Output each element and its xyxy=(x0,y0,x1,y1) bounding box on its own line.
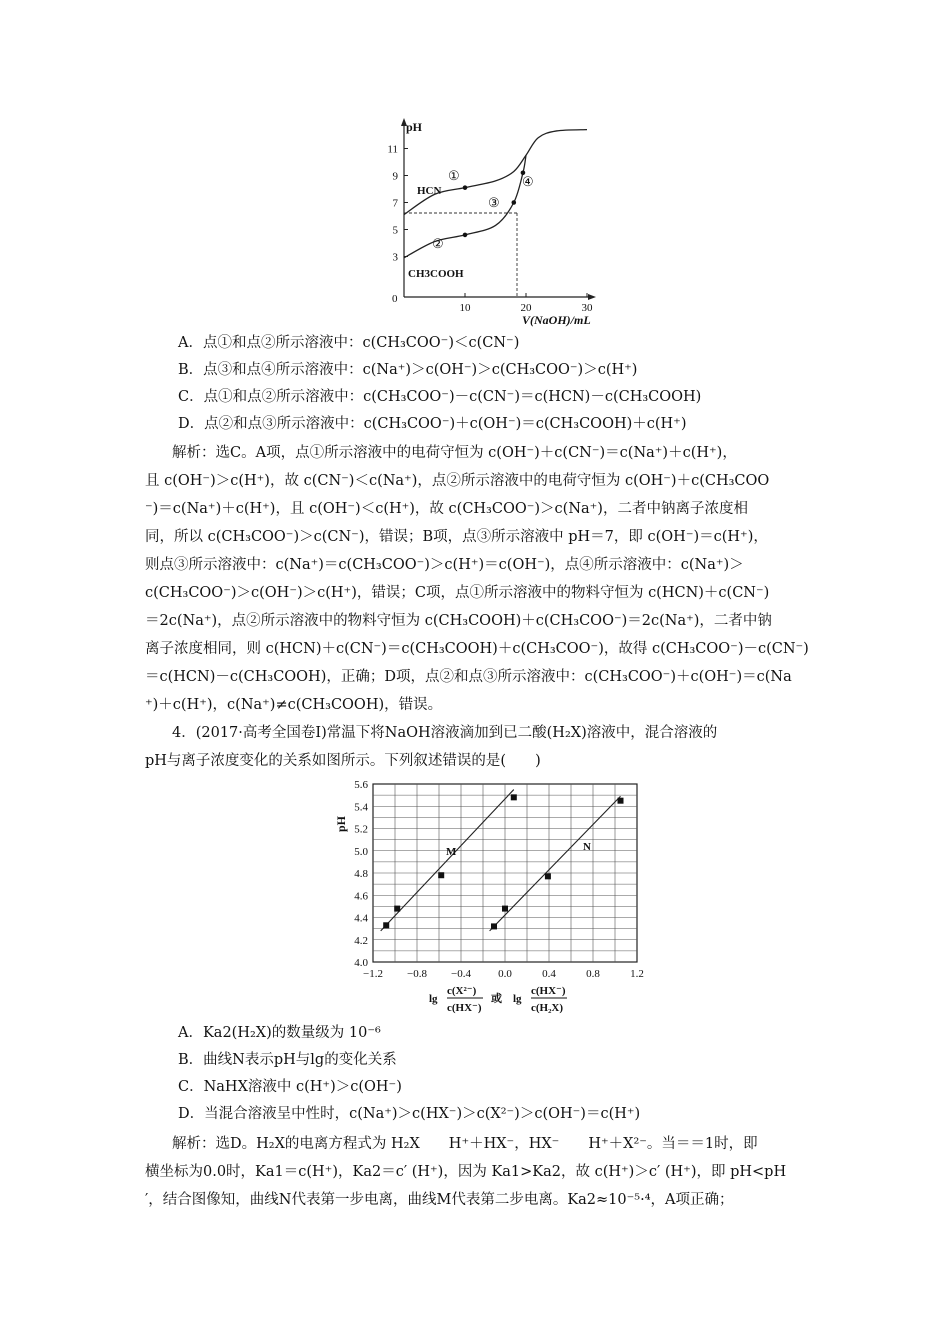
curve-m-label: M xyxy=(446,846,457,858)
q3-analysis-line: c(CH₃COO⁻)＞c(OH⁻)＞c(H⁺)，错误；C项，点①所示溶液中的物料守恒为 c(HCN)＋c(CN⁻) xyxy=(145,585,770,601)
point-3-label: ③ xyxy=(488,195,500,210)
series-m-line xyxy=(381,790,514,931)
y-tick-label: 5.4 xyxy=(354,801,368,814)
q4-option-b: B．曲线N表示pH与lg的变化关系 xyxy=(178,1052,397,1068)
y-tick-label: 5 xyxy=(392,224,398,237)
q3-analysis-line: ＝2c(Na⁺)，点②所示溶液中的物料守恒为 c(CH₃COOH)＋c(CH₃COO⁻)＝2c(Na⁺)，二者中钠 xyxy=(145,613,772,629)
q3-option-c: C．点①和点②所示溶液中：c(CH₃COO⁻)－c(CN⁻)＝c(HCN)－c(CH₃COOH) xyxy=(178,389,702,405)
series-ch3cooh-curve xyxy=(404,155,526,258)
q4-option-d: D．当混合溶液呈中性时，c(Na⁺)＞c(HX⁻)＞c(X²⁻)＞c(OH⁻)＝c(H⁺) xyxy=(178,1106,641,1122)
q4-analysis-line: ′，结合图像知，曲线N代表第一步电离，曲线M代表第二步电离。Ka2≈10⁻⁵·⁴，A项正确； xyxy=(145,1192,734,1208)
origin-label: 0 xyxy=(392,293,398,305)
series-m-point xyxy=(383,922,389,928)
or-text: 或 xyxy=(491,993,502,1005)
q3-analysis-line: 离子浓度相同，则 c(HCN)＋c(CN⁻)＝c(CH₃COOH)＋c(CH₃COO⁻)，故得 c(CH₃COO⁻)－c(CN⁻) xyxy=(145,641,809,657)
denominator-2: c(H₂X) xyxy=(531,1002,564,1014)
curve-n-label: N xyxy=(583,841,591,853)
numerator-2: c(HX⁻) xyxy=(531,985,566,997)
q3-option-b: B．点③和点④所示溶液中：c(Na⁺)＞c(OH⁻)＞c(CH₃COO⁻)＞c(H⁺) xyxy=(178,362,638,378)
q3-analysis-line: ⁻)＝c(Na⁺)＋c(H⁺)，且 c(OH⁻)＜c(H⁺)，故 c(CH₃COO⁻)＞c(Na⁺)，二者中钠离子浓度相 xyxy=(145,501,748,517)
point-2-label: ② xyxy=(432,236,444,251)
x-tick-label: −1.2 xyxy=(363,968,383,980)
x-tick-label: 30 xyxy=(581,302,593,314)
figure-1-titration-curve xyxy=(380,112,610,328)
hcn-label: HCN xyxy=(417,185,442,197)
q4-option-a: A．Ka2(H₂X)的数量级为 10⁻⁶ xyxy=(178,1025,381,1041)
y-tick-label: 7 xyxy=(392,197,398,210)
point-4-label: ④ xyxy=(522,174,534,189)
q4-analysis-line: 横坐标为0.0时，Ka1＝c(H⁺)，Ka2＝c′ (H⁺)，因为 Ka1>Ka2，故 c(H⁺)＞c′ (H⁺)，即 pH<pH xyxy=(145,1164,787,1180)
y-tick-label: 4.6 xyxy=(354,890,368,903)
marked-point-3 xyxy=(512,200,517,205)
y-tick-label: 5.2 xyxy=(354,823,368,836)
y-tick-label: 3 xyxy=(392,251,398,264)
y-axis-label: pH xyxy=(406,120,423,134)
x-tick-label: −0.4 xyxy=(451,968,471,980)
series-n-line xyxy=(490,796,621,931)
q3-analysis-line: 则点③所示溶液中：c(Na⁺)＝c(CH₃COO⁻)＞c(H⁺)＝c(OH⁻)，点④所示溶液中：c(Na⁺)＞ xyxy=(145,557,744,573)
q3-analysis-line: 且 c(OH⁻)＞c(H⁺)，故 c(CN⁻)＜c(Na⁺)，点②所示溶液中的电荷守恒为 c(OH⁻)＋c(CH₃COO xyxy=(145,473,770,489)
y-tick-label: 5.0 xyxy=(354,845,368,858)
series-m-point xyxy=(511,794,517,800)
series-m-point xyxy=(394,906,400,912)
lg-text: lg xyxy=(513,993,522,1005)
y-tick-label: 9 xyxy=(392,170,398,183)
q3-analysis-line: 同，所以 c(CH₃COO⁻)＞c(CN⁻)，错误；B项，点③所示溶液中 pH＝7，即 c(OH⁻)＝c(H⁺)， xyxy=(145,529,768,545)
series-n-point xyxy=(491,923,497,929)
x-tick-label: 0.8 xyxy=(586,968,600,980)
q3-option-a: A．点①和点②所示溶液中：c(CH₃COO⁻)＜c(CN⁻) xyxy=(178,335,520,351)
q4-analysis-line: 解析：选D。H₂X的电离方程式为 H₂X H⁺＋HX⁻，HX⁻ H⁺＋X²⁻。当＝＝1时，即 xyxy=(172,1136,758,1152)
point-1-label: ① xyxy=(448,168,460,183)
x-tick-label: 0.0 xyxy=(498,968,512,980)
y-tick-label: 4.8 xyxy=(354,868,368,880)
x-axis-label: V(NaOH)/mL xyxy=(522,313,591,327)
y-tick-label: 4.4 xyxy=(354,912,368,925)
series-n-point xyxy=(502,906,508,912)
lg-text: lg xyxy=(429,993,438,1005)
y-tick-label: 11 xyxy=(387,143,398,156)
denominator-1: c(HX⁻) xyxy=(447,1002,482,1014)
q4-stem-line: 4．(2017·高考全国卷Ⅰ)常温下将NaOH溶液滴加到已二酸(H₂X)溶液中，混合溶液的 xyxy=(172,725,718,741)
x-tick-label: 1.2 xyxy=(630,968,644,980)
q4-option-c: C．NaHX溶液中 c(H⁺)＞c(OH⁻) xyxy=(178,1079,402,1095)
marked-point-1 xyxy=(463,185,468,190)
x-tick-label: 0.4 xyxy=(542,968,556,980)
series-m-point xyxy=(438,872,444,878)
x-axis-label xyxy=(429,985,567,1014)
ch3cooh-label: CH3COOH xyxy=(408,268,464,280)
q3-analysis-line: ＝c(HCN)－c(CH₃COOH)，正确；D项，点②和点③所示溶液中：c(CH₃COO⁻)＋c(OH⁻)＝c(Na xyxy=(145,669,792,685)
y-tick-label: 4.2 xyxy=(354,934,368,947)
figure-2-ph-lg-plot xyxy=(325,776,655,1020)
q4-stem-line: pH与离子浓度变化的关系如图所示。下列叙述错误的是( ) xyxy=(145,753,541,769)
x-tick-label: 20 xyxy=(520,302,532,314)
q3-option-d: D．点②和点③所示溶液中：c(CH₃COO⁻)＋c(OH⁻)＝c(CH₃COOH)＋c(H⁺) xyxy=(178,416,687,432)
q3-analysis-line: ⁺)＋c(H⁺)，c(Na⁺)≠c(CH₃COOH)，错误。 xyxy=(145,697,443,713)
x-axis-arrow xyxy=(588,294,596,300)
x-tick-label: −0.8 xyxy=(407,968,427,980)
y-tick-label: 5.6 xyxy=(354,779,368,791)
x-tick-label: 10 xyxy=(459,302,471,314)
series-n-point xyxy=(545,873,551,879)
y-tick-label: 4.0 xyxy=(354,957,368,969)
q3-analysis-line: 解析：选C。A项，点①所示溶液中的电荷守恒为 c(OH⁻)＋c(CN⁻)＝c(Na⁺)＋c(H⁺)， xyxy=(172,445,737,461)
y-axis-label: pH xyxy=(334,815,348,832)
series-n-point xyxy=(618,798,624,804)
numerator-1: c(X²⁻) xyxy=(447,985,477,997)
marked-point-2 xyxy=(463,233,468,238)
